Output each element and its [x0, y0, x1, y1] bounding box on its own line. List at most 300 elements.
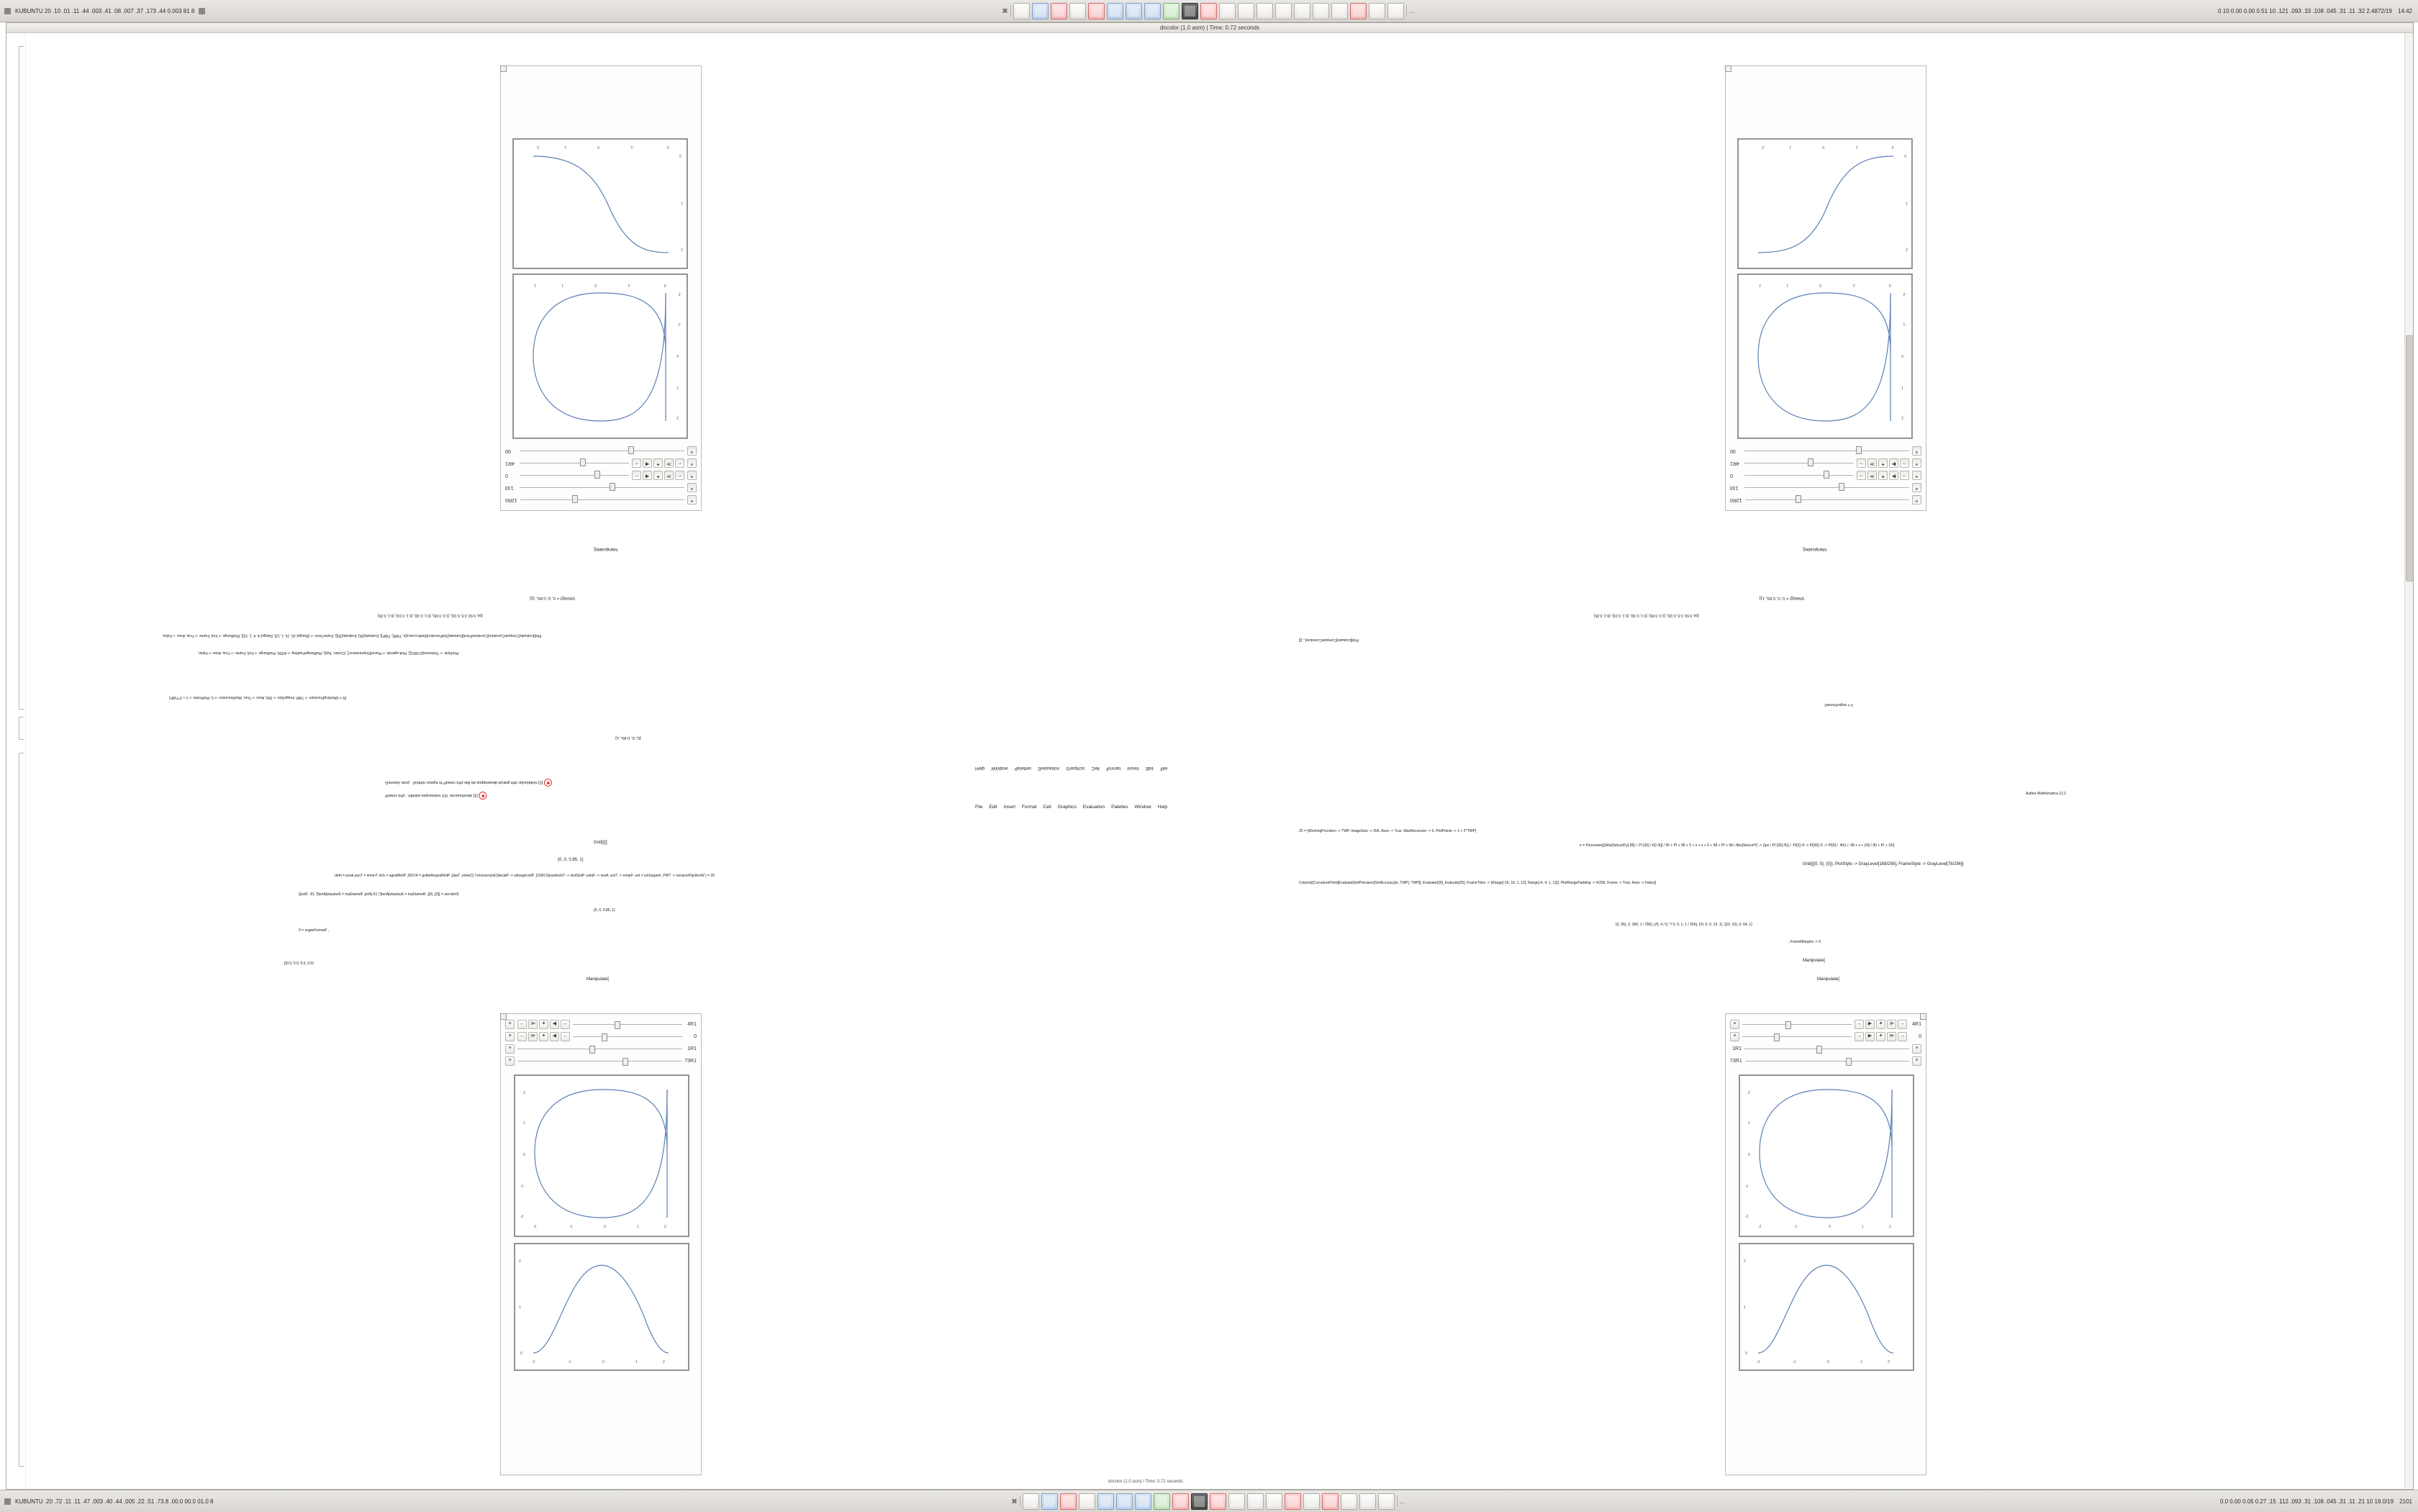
svg-text:2: 2 [663, 1360, 665, 1364]
animation-buttons-tr-2[interactable] [1857, 458, 1909, 468]
slider-bl-3[interactable] [517, 1045, 682, 1053]
control-open-icon-br1[interactable]: ≡ [1730, 1020, 1739, 1029]
menu-item-window-flipped[interactable]: wodniW [991, 766, 1008, 771]
svg-text:0: 0 [1829, 1225, 1831, 1229]
taskbar-start-label: ⌘ [1002, 7, 1008, 14]
taskbar-separator-2 [1406, 5, 1407, 17]
control-open-icon-tr5[interactable]: ≡ [1912, 446, 1921, 456]
cell-bottom-left-8[interactable]: Manipulate[ [587, 977, 610, 982]
step-back-icon-br2[interactable]: → [1855, 1032, 1864, 1041]
play-reverse-icon-2[interactable]: ≫ [664, 458, 674, 468]
task-button-18[interactable] [1331, 3, 1348, 19]
play-icon-tr[interactable]: ▶ [1889, 471, 1898, 480]
top-taskbar [0, 0, 2418, 22]
slider-bl-2-value: 0 [694, 1034, 697, 1039]
cell-top-right-3[interactable]: {ps, 0.50, 0.5, 0.16}, {1.0, 0.95}, {0.1, 0.16}, {0.1, 0.16}, {0.1, 0.25} [1594, 613, 1699, 617]
menu-item-window[interactable]: Window [1134, 805, 1151, 810]
plot-svg [1739, 1244, 1914, 1370]
task-button-b2[interactable] [1041, 1493, 1058, 1510]
svg-text:-1: -1 [1903, 322, 1906, 326]
cell-bottom-left-5[interactable]: {0, 0, 0.85, 1} [594, 908, 615, 913]
control-open-icon-bl2[interactable]: ≡ [505, 1032, 515, 1041]
cell-top-left-2[interactable]: Show[{t = 0, 0, 0.85, 1}], [529, 596, 576, 600]
step-back-icon-2[interactable]: ← [675, 458, 684, 468]
svg-text:-2: -2 [1758, 1225, 1762, 1229]
cell-bottom-left-3[interactable]: defn = peak.aunT = smenT /oiS = agnaRtolP ,00214 = gnitteRegnaRtolP ,[laaT ,retneC] /'snoisserpxE'[decalP -> sdnegeLtolP ,[1000.0]ssenkcihT -> elytStolP ,eslaF -> sexA ,eurT -> emarF ,esl = eziSegamI ,PWT -> noisicerPgnikroW } = 25 [335, 874, 715, 878]
svg-text:0: 0 [1748, 1153, 1750, 1157]
menu-item-evaluation-flipped[interactable]: noitaulavE [1038, 766, 1060, 771]
svg-text:0: 0 [523, 1153, 525, 1157]
task-button-9[interactable] [1163, 3, 1179, 19]
menu-item-palettes[interactable]: Palettes [1111, 805, 1128, 810]
slider-1[interactable] [520, 496, 684, 504]
svg-text:2: 2 [676, 415, 679, 420]
play-reverse-icon-bl2[interactable]: ≫ [528, 1032, 538, 1041]
svg-text:1: 1 [561, 283, 563, 287]
svg-text:1: 1 [564, 145, 566, 149]
cell-top-left-4[interactable]: Plot[Evaluate[ComputeCurvature[CurvaturePoint[Evaluate[SetPrecision[SetAccuracy[e, TWP], TWP]], Evaluate[30], Evaluate[25]], FrameTicks -> {Range[-16, 16, 1, 12], Range[-4, 4, 1, 12]}, PlotRange -> Full, Frame -> True, Axes -> False, [162, 633, 542, 638]
cell-top-right-4[interactable]: Plot[Evaluate[ComputeCurvature[...]]] [1299, 638, 1359, 642]
control-open-icon-tr3[interactable]: ≡ [1912, 471, 1921, 480]
control-row-bl-4[interactable] [501, 1055, 701, 1067]
window-titlebar[interactable] [6, 23, 2413, 33]
cell-bracket-1[interactable] [19, 46, 24, 710]
top-taskbar-right [1649, 8, 2418, 14]
error-badge-icon-2[interactable] [479, 792, 486, 800]
svg-text:1: 1 [1862, 1225, 1864, 1229]
menu-item-format-flipped[interactable]: tamroF [1105, 766, 1121, 771]
task-button-b12[interactable] [1228, 1493, 1245, 1510]
resize-handle-br[interactable] [1920, 1013, 1926, 1020]
slider-br-3[interactable] [1744, 1045, 1909, 1053]
menu-item-graphics-flipped[interactable]: scihparG [1066, 766, 1085, 771]
svg-text:0: 0 [594, 283, 597, 287]
menu-item-help-flipped[interactable]: qleH [975, 766, 985, 771]
svg-text:1: 1 [1744, 1305, 1746, 1310]
svg-text:-1: -1 [520, 1185, 524, 1189]
cell-bottom-left-2[interactable]: {0, 0, 0.85, 1} [558, 858, 584, 862]
svg-text:0: 0 [1901, 353, 1903, 358]
menu-item-file[interactable]: File [975, 805, 983, 810]
task-button-8[interactable] [1144, 3, 1161, 19]
task-button-b8[interactable] [1154, 1493, 1170, 1510]
cell-bottom-right-8[interactable]: Manipulate[ [1817, 977, 1840, 982]
task-button-b7[interactable] [1135, 1493, 1151, 1510]
pause-icon[interactable]: ◀ [643, 471, 652, 480]
top-clock[interactable]: 14:42 [2397, 7, 2412, 14]
cell-top-right-5[interactable]: 0 = sngierFemarF [1824, 702, 1853, 707]
control-open-icon-br4[interactable]: ≡ [1912, 1056, 1921, 1066]
control-open-icon-3[interactable]: ≡ [687, 471, 697, 480]
task-button-b1[interactable] [1023, 1493, 1039, 1510]
cell-top-right-2[interactable]: Show[{t = 0, 0, 0.85, 1}] [1760, 596, 1805, 600]
slider-br-4[interactable] [1745, 1057, 1909, 1065]
task-button-b16[interactable] [1303, 1493, 1320, 1510]
slider-br-1-value: 4R1 [1912, 1022, 1921, 1027]
pause-icon-tr[interactable]: ✦ [1878, 471, 1888, 480]
control-row-br-1[interactable] [1726, 1018, 1926, 1031]
control-open-icon-bl3[interactable]: ≡ [505, 1044, 515, 1054]
slider-br-3-value: 1R1 [1732, 1046, 1742, 1051]
control-row-tr-2[interactable] [1726, 481, 1926, 494]
cell-top-left-5[interactable]: PlotStyle -> Thickness[0.0001]], PlotLegends -> Placed['Expressions'], {Center, Top}], PlotRangePadding -> 4/256, PlotRange -> Full, Frame -> True, Axes -> False, [198, 651, 459, 655]
svg-text:0: 0 [1819, 283, 1821, 287]
svg-text:-1: -1 [678, 322, 682, 326]
animation-buttons-br-2[interactable] [1855, 1032, 1907, 1041]
step-forward-icon-bl[interactable]: ← [561, 1020, 570, 1029]
svg-text:-1: -1 [1793, 1360, 1796, 1364]
pause-icon-bl[interactable]: ◀ [550, 1020, 559, 1029]
control-open-icon-2[interactable]: ≡ [687, 483, 697, 492]
task-button-21[interactable] [1387, 3, 1404, 19]
menu-item-edit-flipped[interactable]: tidE [1145, 766, 1154, 771]
step-back-icon-tr2[interactable]: → [1900, 458, 1909, 468]
slider-bl-2[interactable] [573, 1033, 682, 1041]
control-row-4[interactable] [501, 457, 701, 469]
menu-item-format[interactable]: Format [1021, 805, 1037, 810]
cell-bottom-right-4[interactable]: Column[{CurvaturePoint[Evaluate[SetPrecision[SetAccuracy[e, TWP], TWP]], Evaluate[30], Evaluate[25], FrameTicks -> {Range[-16, 16, 1, 12], Range[-4, 4, 1, 12]}, PlotRangePadding -> 4/256, Frame -> True, Axes -> False}] [1299, 881, 1657, 885]
animation-buttons-br-1[interactable] [1855, 1020, 1907, 1029]
svg-text:1: 1 [635, 1360, 638, 1364]
svg-text:0: 0 [1745, 1352, 1747, 1356]
play-reverse-icon-tr2[interactable]: ≫ [1867, 458, 1877, 468]
plot-svg [513, 274, 687, 438]
slider-3-value: 0 [505, 473, 508, 478]
cell-bottom-right-1[interactable]: 25 = {WorkingPrecision -> TWP, ImageSize -> 256, Axes -> True, MaxRecursion -> 0, PlotPoints -> 1 + 2^TWP} [1299, 829, 1477, 833]
top-taskbar-left [0, 8, 767, 14]
slider-tr-4-value: 4R1 [1730, 461, 1739, 466]
control-row-tr-4[interactable] [1726, 457, 1926, 469]
pause-icon-br[interactable]: ✦ [1876, 1020, 1885, 1029]
task-button-19[interactable] [1350, 3, 1367, 19]
window-menubar-flipped[interactable] [975, 766, 1167, 771]
task-button-6[interactable] [1107, 3, 1123, 19]
task-button-b20[interactable] [1378, 1493, 1395, 1510]
task-button-b9[interactable] [1172, 1493, 1189, 1510]
task-button-2[interactable] [1032, 3, 1049, 19]
step-back-icon[interactable]: ← [675, 471, 684, 480]
task-button-1[interactable] [1013, 3, 1030, 19]
taskbar-overflow[interactable]: … [1408, 7, 1415, 14]
slider-bl-1[interactable] [573, 1020, 682, 1028]
plot-falling-tr [1737, 138, 1913, 269]
play-icon-bl[interactable]: ✦ [539, 1020, 548, 1029]
step-back-icon-bl[interactable]: ← [517, 1020, 527, 1029]
svg-text:-1: -1 [628, 283, 631, 287]
plot-bell-bl [514, 1243, 689, 1371]
task-button-13[interactable] [1238, 3, 1254, 19]
slider-bl-3-value: 1R1 [687, 1046, 697, 1051]
svg-text:-2: -2 [533, 1225, 537, 1229]
step-forward-icon-tr2[interactable]: → [1857, 458, 1866, 468]
play-icon-br[interactable]: ▶ [1865, 1020, 1875, 1029]
slider-2[interactable] [520, 484, 684, 492]
step-back-icon-tr[interactable]: → [1900, 471, 1909, 480]
kubuntu-menu-icon-bottom[interactable] [4, 1498, 11, 1505]
play-reverse-icon[interactable]: ≫ [664, 471, 674, 480]
resize-handle-tr[interactable] [1725, 65, 1731, 72]
task-button-b11[interactable] [1210, 1493, 1226, 1510]
svg-text:1: 1 [519, 1305, 521, 1310]
svg-text:-2: -2 [678, 291, 682, 296]
svg-text:0: 0 [604, 1225, 606, 1229]
control-open-icon-bl1[interactable]: ≡ [505, 1020, 515, 1029]
task-button-12[interactable] [1219, 3, 1236, 19]
task-button-b18[interactable] [1341, 1493, 1357, 1510]
control-row-bl-2[interactable] [501, 1031, 701, 1043]
menu-item-evaluation[interactable]: Evaluation [1082, 805, 1105, 810]
svg-text:-2: -2 [666, 145, 670, 149]
control-open-icon-tr4[interactable]: ≡ [1912, 458, 1921, 468]
step-forward-icon-br[interactable]: → [1898, 1020, 1907, 1029]
step-forward-icon-bl2[interactable]: ← [561, 1032, 570, 1041]
control-row-br-3[interactable] [1726, 1043, 1926, 1055]
control-row-br-2[interactable] [1726, 1031, 1926, 1043]
task-button-3[interactable] [1051, 3, 1067, 19]
control-open-icon-bl4[interactable]: ≡ [505, 1056, 515, 1066]
task-button-4[interactable] [1069, 3, 1086, 19]
cell-bottom-left-7[interactable]: [{0.0, 0.0, 0.0, 0.0} [284, 961, 314, 966]
slider-tr-5[interactable] [1744, 447, 1909, 455]
slider-tr-3[interactable] [1744, 471, 1854, 479]
svg-text:1: 1 [1748, 1121, 1750, 1126]
menu-item-insert[interactable]: Insert [1003, 805, 1015, 810]
task-button-10[interactable] [1182, 3, 1198, 19]
window-menubar[interactable] [975, 805, 1167, 810]
task-button-b10[interactable] [1191, 1493, 1208, 1510]
task-button-b19[interactable] [1359, 1493, 1376, 1510]
svg-text:1: 1 [1789, 145, 1791, 149]
menu-hint-icon[interactable] [199, 8, 205, 14]
task-button-17[interactable] [1313, 3, 1329, 19]
control-open-icon-tr1[interactable]: ≡ [1912, 495, 1921, 504]
task-button-15[interactable] [1275, 3, 1292, 19]
svg-text:1: 1 [1906, 201, 1908, 205]
slider-2-value: 133 [505, 485, 514, 490]
control-row-tr-1[interactable] [1726, 494, 1926, 506]
svg-text:2: 2 [681, 247, 683, 251]
slider-br-2[interactable] [1742, 1033, 1852, 1041]
play-reverse-icon-tr[interactable]: ≫ [1867, 471, 1877, 480]
menu-item-edit[interactable]: Edit [989, 805, 997, 810]
cell-bottom-right-6[interactable]: , FrameMargins -> 0 [1788, 940, 1821, 944]
cell-top-left-1[interactable]: Manipulate[{ [594, 547, 618, 551]
kubuntu-menu-icon[interactable] [4, 8, 11, 14]
task-button-7[interactable] [1126, 3, 1142, 19]
svg-text:-2: -2 [1745, 1215, 1749, 1219]
play-icon-br2[interactable]: ▶ [1865, 1032, 1875, 1041]
control-row-bl-1[interactable] [501, 1018, 701, 1031]
control-row-br-4[interactable] [1726, 1055, 1926, 1067]
cell-bracket-3[interactable] [19, 753, 24, 1467]
svg-text:-1: -1 [568, 1360, 571, 1364]
control-open-icon-4[interactable]: ≡ [687, 458, 697, 468]
message-text-2: [1] deretnuocne .0/1 noisserpxe etinifnI : yfni::rewoP [385, 793, 478, 798]
slider-1-value: 12R0 [505, 497, 517, 502]
cell-bottom-left-6[interactable]: 0 = sngierFemarF , [299, 928, 330, 933]
play-reverse-icon-br2[interactable]: ≫ [1887, 1032, 1896, 1041]
control-open-icon-5[interactable]: ≡ [687, 446, 697, 456]
task-button-5[interactable] [1088, 3, 1105, 19]
animation-buttons-bl-2[interactable] [517, 1032, 570, 1041]
plot-svg [513, 139, 687, 268]
svg-text:2: 2 [1744, 1259, 1746, 1264]
task-button-20[interactable] [1369, 3, 1385, 19]
cell-bottom-right-2[interactable]: e = Piecewise[{{Abs[SetcurlFy[.98] /. PI [30] / 6}} /6]] / 95 + PI + 98 + 5 + x + x + 6 + 98 + PI + 98 /.Abs[SetcurlY] -> {{px / PI [30] /6}} /. PI[3] /4 -> PI[30] /1 -> PI[0] /. 4R1 /. 98 + x + {/0} /.90 + PI + 1/0} [1580, 843, 1895, 848]
task-button-b5[interactable] [1097, 1493, 1114, 1510]
step-back-icon-bl2[interactable]: ← [517, 1032, 527, 1041]
menu-item-help[interactable]: Help [1157, 805, 1168, 810]
plot-svg [515, 1244, 689, 1370]
cell-bracket-2[interactable] [19, 717, 24, 740]
manipulate-panel-top-left[interactable] [500, 65, 702, 511]
play-icon-bl2[interactable]: ✦ [539, 1032, 548, 1041]
cell-top-left-7[interactable]: {0, 0, 0.85, 1} [615, 735, 641, 740]
slider-4[interactable] [520, 459, 629, 467]
control-row-5[interactable] [501, 445, 701, 457]
manipulate-panel-bottom-left[interactable] [500, 1013, 702, 1475]
step-back-icon-br[interactable]: → [1855, 1020, 1864, 1029]
error-badge-icon-1[interactable] [544, 779, 552, 787]
svg-text:0: 0 [1904, 153, 1906, 158]
svg-text:-1: -1 [1855, 145, 1859, 149]
animation-buttons-1[interactable] [632, 471, 684, 480]
menu-item-cell-flipped[interactable]: lleC [1091, 766, 1100, 771]
plot-closed-contour-br [1739, 1074, 1914, 1237]
step-forward-icon-tr[interactable]: → [1857, 471, 1866, 480]
task-button-b4[interactable] [1079, 1493, 1095, 1510]
animation-buttons-bl-1[interactable] [517, 1020, 570, 1029]
taskbar-start-label-bottom[interactable]: ⌘ [1011, 1498, 1018, 1505]
svg-text:-2: -2 [1888, 283, 1892, 287]
cell-top-left-6[interactable]: 25 = {WorkingPrecision -> TWP, ImageSize -> 256, Axes -> True, MaxRecursion -> 0, PlotPoints -> 1 + 2^TWP} [169, 695, 347, 700]
plot-svg [515, 1075, 689, 1236]
bottom-taskbar [0, 1490, 2418, 1512]
animation-buttons-tr-1[interactable] [1857, 471, 1909, 480]
cell-bottom-right-5[interactable]: {0, 95}, 0, 360, 1 / 256}, {/0, 4 / 0, */ 0, 0, 1, 1 / 256}, {/0, 0, 0, 16, 1}, {{/0, 16}, 0, 64, 1} [1616, 923, 1752, 927]
step-forward-icon[interactable]: ← [632, 471, 641, 480]
cell-top-left-3[interactable]: {ps, 0.50, 0.5, 0.16}, {1.0, 0.95}, {0.1, 0.16}, {0.1, 0.16}, {0.1, 0.25} [378, 613, 483, 617]
step-forward-icon-2[interactable]: ← [632, 458, 641, 468]
play-icon-tr2[interactable]: ▶ [1889, 458, 1898, 468]
svg-text:2: 2 [1901, 415, 1903, 420]
scrollbar-thumb[interactable] [2406, 335, 2413, 581]
slider-tr-1[interactable] [1745, 496, 1909, 504]
mathematica-window [6, 22, 2414, 1490]
pause-icon-2[interactable]: ◀ [643, 458, 652, 468]
svg-text:1: 1 [1786, 283, 1788, 287]
svg-text:-2: -2 [1903, 291, 1906, 296]
notebook-content [25, 33, 2400, 1488]
control-open-icon-br2[interactable]: ≡ [1730, 1032, 1739, 1041]
slider-3[interactable] [520, 471, 629, 479]
control-row-tr-3[interactable] [1726, 469, 1926, 481]
slider-bl-4[interactable] [517, 1057, 682, 1065]
menu-item-file-flipped[interactable]: eliF [1159, 766, 1168, 771]
cell-bottom-right-7[interactable]: Manipulate[ [1803, 959, 1826, 963]
task-button-b17[interactable] [1322, 1493, 1339, 1510]
window-title: dncolor (1.0 asm) | Time: 0.72 seconds [1159, 24, 1260, 31]
play-icon-2[interactable]: ✦ [653, 458, 663, 468]
pause-icon-bl2[interactable]: ◀ [550, 1032, 559, 1041]
menu-item-graphics[interactable]: Graphics [1057, 805, 1077, 810]
svg-text:2: 2 [523, 1091, 525, 1095]
message-line-power-infy[interactable] [385, 792, 486, 800]
cell-bottom-left-4[interactable]: {[esl0 : 81.7]tenA[etaulavE = myEtameR ,[etA]-61.7]tenA[etaulavE = myEtameR ,{[0] ,[0]} = zercibniS [299, 892, 459, 897]
cell-top-right-1[interactable]: Manipulate[{ [1803, 547, 1827, 551]
slider-tr-2[interactable] [1744, 484, 1909, 492]
manipulate-panel-bottom-right[interactable] [1725, 1013, 1926, 1475]
animation-buttons-2[interactable] [632, 458, 684, 468]
taskbar-separator-bottom-2 [1397, 1495, 1398, 1507]
play-icon[interactable]: ✦ [653, 471, 663, 480]
slider-br-1[interactable] [1742, 1020, 1852, 1028]
svg-text:0: 0 [676, 353, 679, 358]
step-forward-icon-br2[interactable]: → [1898, 1032, 1907, 1041]
control-row-3[interactable] [501, 469, 701, 481]
resize-handle[interactable] [500, 65, 507, 72]
task-button-b14[interactable] [1266, 1493, 1282, 1510]
svg-text:-2: -2 [520, 1215, 524, 1219]
task-button-b3[interactable] [1060, 1493, 1077, 1510]
slider-5[interactable] [520, 447, 684, 455]
control-open-icon-tr2[interactable]: ≡ [1912, 483, 1921, 492]
control-open-icon-br3[interactable]: ≡ [1912, 1044, 1921, 1054]
svg-text:-1: -1 [1794, 1225, 1798, 1229]
svg-text:-1: -1 [630, 145, 634, 149]
task-button-11[interactable] [1200, 3, 1217, 19]
control-row-tr-5[interactable] [1726, 445, 1926, 457]
task-button-16[interactable] [1294, 3, 1310, 19]
bottom-clock[interactable]: 2101 [2399, 1498, 2412, 1505]
control-row-1[interactable] [501, 494, 701, 506]
svg-text:1: 1 [681, 201, 683, 205]
bottom-taskbar-windows [767, 1493, 1649, 1510]
cell-bottom-left-1[interactable]: Grid[{{{ [594, 841, 608, 845]
task-button-b15[interactable] [1285, 1493, 1301, 1510]
svg-text:0: 0 [1827, 1360, 1829, 1364]
play-reverse-icon-br[interactable]: ≫ [1887, 1020, 1896, 1029]
taskbar-overflow-bottom[interactable]: … [1399, 1498, 1405, 1505]
message-line-general-stop[interactable] [385, 779, 552, 787]
control-row-2[interactable] [501, 481, 701, 494]
task-button-14[interactable] [1256, 3, 1273, 19]
menu-item-palettes-flipped[interactable]: settelaP [1014, 766, 1031, 771]
menu-item-insert-flipped[interactable]: tresnI [1127, 766, 1139, 771]
pause-icon-br2[interactable]: ✦ [1876, 1032, 1885, 1041]
svg-text:1: 1 [676, 385, 679, 389]
plot-svg [1738, 274, 1912, 438]
play-reverse-icon-bl[interactable]: ≫ [528, 1020, 538, 1029]
top-taskbar-left-text: KUBUNTU 20 .10 .01 .11 .44 .003 .41 .08 .007 .37 .173 .44 0.003 81 8 [15, 7, 195, 14]
slider-tr-4[interactable] [1744, 459, 1854, 467]
control-row-bl-3[interactable] [501, 1043, 701, 1055]
svg-text:-2: -2 [1891, 145, 1895, 149]
task-button-b6[interactable] [1116, 1493, 1133, 1510]
cell-bottom-right-3[interactable]: Grid[{{0, 0}, {0}}, PlotStyle -> GrayLevel[168/256], FrameStyle -> GrayLevel[78/256]} [1803, 862, 1964, 866]
vertical-scrollbar[interactable] [2404, 33, 2413, 1488]
resize-handle-bl[interactable] [500, 1013, 507, 1020]
svg-text:0: 0 [597, 145, 599, 149]
slider-tr-1-value: 12R0 [1730, 497, 1742, 502]
plot-svg [1739, 1075, 1914, 1236]
menu-item-cell[interactable]: Cell [1043, 805, 1051, 810]
pause-icon-tr2[interactable]: ✦ [1878, 458, 1888, 468]
plot-closed-contour-bl [514, 1074, 689, 1237]
control-open-icon[interactable]: ≡ [687, 495, 697, 504]
manipulate-panel-top-right[interactable] [1725, 65, 1926, 511]
task-button-b13[interactable] [1247, 1493, 1264, 1510]
